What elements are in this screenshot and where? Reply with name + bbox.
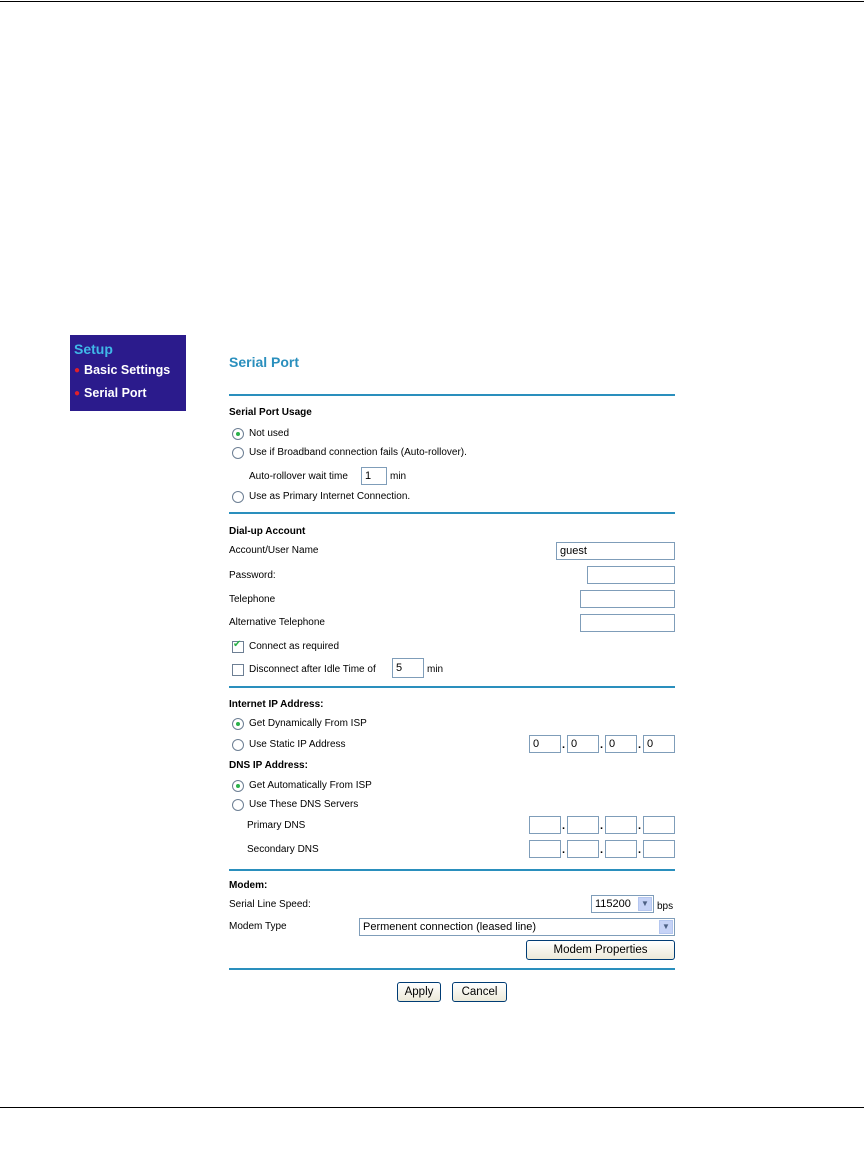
radio-dynamic-ip[interactable] [232, 718, 244, 730]
setup-nav-panel [70, 335, 186, 411]
modem-properties-button[interactable]: Modem Properties [526, 940, 675, 960]
primary-dns-octet-2[interactable] [567, 816, 599, 834]
primary-dns-octet-1[interactable] [529, 816, 561, 834]
radio-primary-connection[interactable] [232, 491, 244, 503]
connect-as-required-label: Connect as required [249, 641, 340, 652]
radio-static-ip-label: Use Static IP Address [249, 739, 346, 750]
serial-speed-value: 115200 [595, 898, 631, 910]
chevron-down-icon[interactable]: ▼ [638, 897, 652, 911]
serial-speed-label: Serial Line Speed: [229, 899, 311, 910]
radio-auto-rollover[interactable] [232, 447, 244, 459]
rollover-wait-input[interactable]: 1 [361, 467, 387, 485]
secondary-dns-octet-4[interactable] [643, 840, 675, 858]
modem-type-select[interactable] [359, 918, 675, 936]
radio-static-ip[interactable] [232, 739, 244, 751]
alt-telephone-input[interactable] [580, 614, 675, 632]
idle-time-unit: min [427, 664, 444, 675]
secondary-dns-octet-3[interactable] [605, 840, 637, 858]
apply-button[interactable]: Apply [397, 982, 441, 1002]
radio-manual-dns-label: Use These DNS Servers [249, 799, 359, 810]
ip-dot: . [562, 739, 566, 751]
radio-auto-dns-label: Get Automatically From ISP [249, 780, 372, 791]
radio-manual-dns[interactable] [232, 799, 244, 811]
ip-dot: . [562, 844, 566, 856]
chevron-down-icon[interactable]: ▼ [659, 920, 673, 934]
rollover-wait-label: Auto-rollover wait time [249, 471, 348, 482]
cancel-button[interactable]: Cancel [452, 982, 507, 1002]
internet-ip-heading: Internet IP Address: [229, 699, 324, 710]
serial-speed-select[interactable] [591, 895, 654, 913]
nav-item-label: Serial Port [84, 386, 147, 400]
radio-not-used-label: Not used [249, 428, 290, 439]
radio-dynamic-ip-label: Get Dynamically From ISP [249, 718, 367, 729]
bullet-icon: ● [74, 365, 81, 376]
secondary-dns-label: Secondary DNS [247, 844, 319, 855]
radio-not-used[interactable] [232, 428, 244, 440]
idle-time-input[interactable]: 5 [392, 658, 424, 678]
radio-auto-rollover-label: Use if Broadband connection fails (Auto-rollover). [249, 447, 467, 458]
secondary-dns-octet-1[interactable] [529, 840, 561, 858]
modem-type-label: Modem Type [229, 921, 287, 932]
primary-dns-octet-4[interactable] [643, 816, 675, 834]
ip-dot: . [562, 820, 566, 832]
separator [229, 968, 675, 970]
dns-heading: DNS IP Address: [229, 760, 308, 771]
disconnect-idle-label: Disconnect after Idle Time of [249, 664, 376, 675]
ip-dot: . [600, 820, 604, 832]
separator [229, 394, 675, 396]
static-ip-octet-4[interactable]: 0 [643, 735, 675, 753]
serial-speed-unit: bps [657, 901, 674, 912]
password-label: Password: [229, 570, 276, 581]
account-name-input[interactable]: guest [556, 542, 675, 560]
bullet-icon: ● [74, 388, 81, 399]
ip-dot: . [600, 844, 604, 856]
static-ip-octet-1[interactable]: 0 [529, 735, 561, 753]
separator [229, 869, 675, 871]
serial-usage-heading: Serial Port Usage [229, 407, 312, 418]
secondary-dns-octet-2[interactable] [567, 840, 599, 858]
separator [229, 686, 675, 688]
account-name-label: Account/User Name [229, 545, 319, 556]
static-ip-octet-3[interactable]: 0 [605, 735, 637, 753]
nav-item-label: Basic Settings [84, 363, 171, 377]
static-ip-octet-2[interactable]: 0 [567, 735, 599, 753]
separator [229, 512, 675, 514]
bottom-rule [0, 1107, 864, 1108]
nav-title: Setup [74, 341, 113, 357]
ip-dot: . [638, 820, 642, 832]
ip-dot: . [638, 844, 642, 856]
nav-item-serial-port[interactable] [74, 386, 147, 400]
primary-dns-octet-3[interactable] [605, 816, 637, 834]
ip-dot: . [600, 739, 604, 751]
page-title: Serial Port [229, 354, 300, 370]
connect-as-required-checkbox[interactable] [232, 641, 244, 653]
rollover-wait-unit: min [390, 471, 407, 482]
disconnect-idle-checkbox[interactable] [232, 664, 244, 676]
modem-heading: Modem: [229, 880, 268, 891]
modem-type-value: Permenent connection (leased line) [363, 921, 537, 933]
dialup-heading: Dial-up Account [229, 526, 306, 537]
radio-primary-connection-label: Use as Primary Internet Connection. [249, 491, 411, 502]
primary-dns-label: Primary DNS [247, 820, 306, 831]
nav-item-basic-settings[interactable] [74, 363, 170, 377]
password-input[interactable] [587, 566, 675, 584]
alt-telephone-label: Alternative Telephone [229, 617, 325, 628]
telephone-label: Telephone [229, 594, 276, 605]
ip-dot: . [638, 739, 642, 751]
top-rule [0, 1, 864, 2]
telephone-input[interactable] [580, 590, 675, 608]
radio-auto-dns[interactable] [232, 780, 244, 792]
